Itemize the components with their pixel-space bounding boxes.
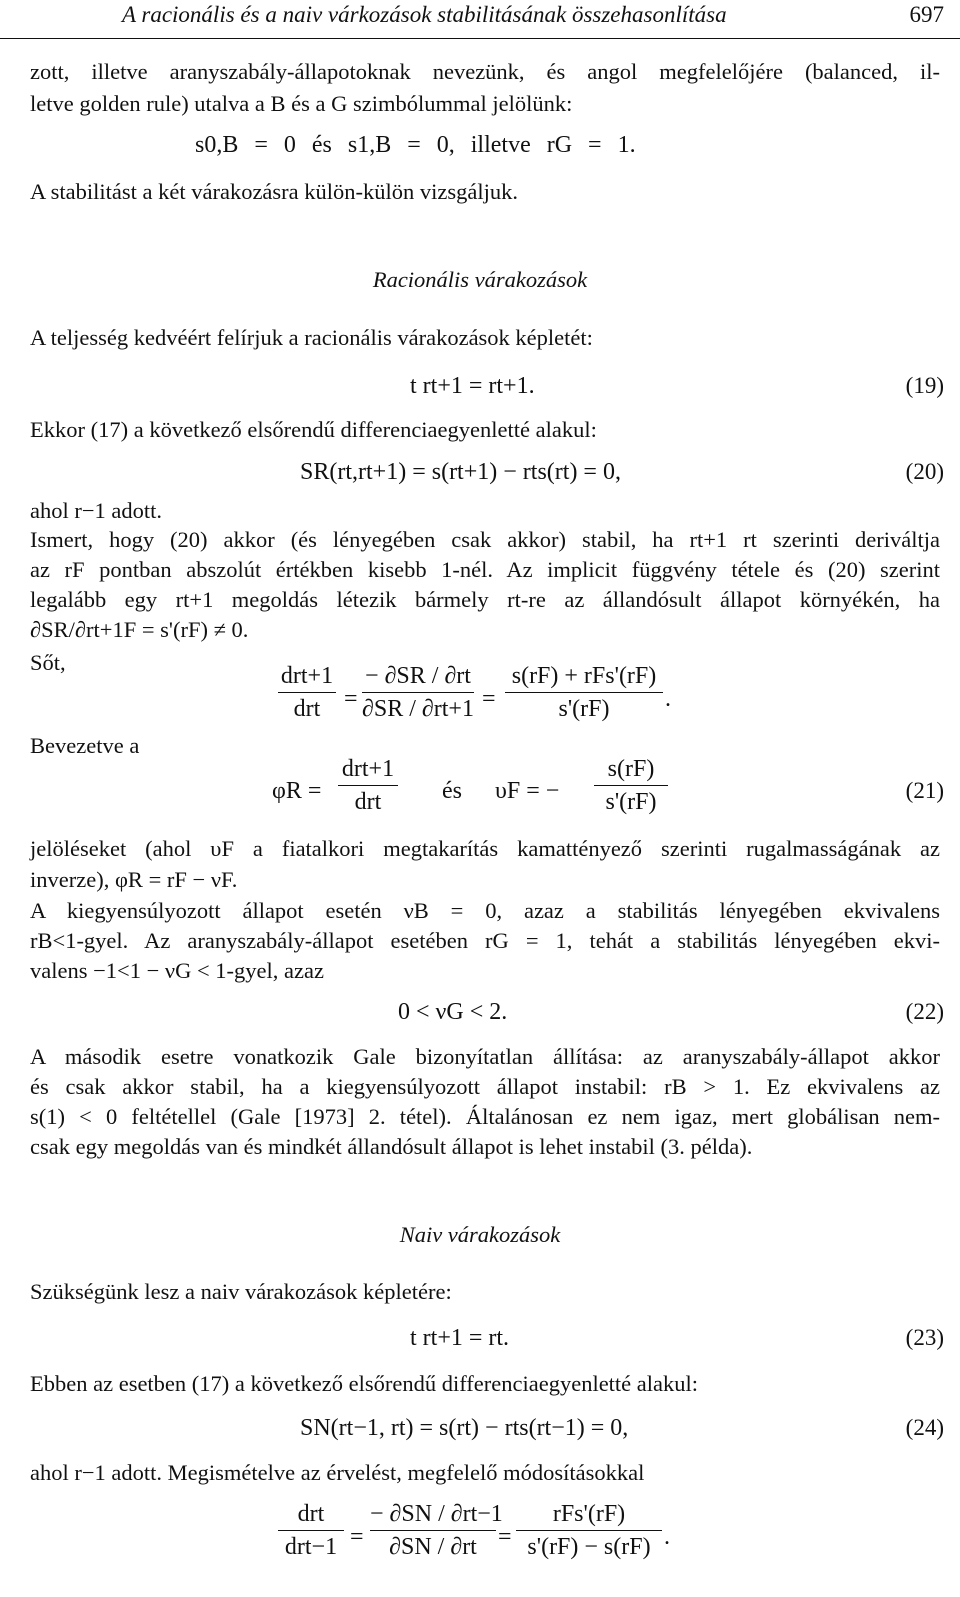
equation-22: 0 < νG < 2.	[398, 999, 508, 1025]
naive-deriv-mid-fraction	[370, 1500, 503, 1561]
equals-sign: =	[350, 1524, 364, 1550]
naive-deriv-mid-numerator: − ∂SN / ∂rt−1	[370, 1501, 503, 1527]
bevezetve-line: Bevezetve a	[30, 733, 140, 758]
sot-line: Sőt,	[30, 650, 66, 675]
eq21-numerator-2: s(rF)	[607, 756, 655, 782]
eq-intro: s0,B = 0 és s1,B = 0, illetve rG = 1.	[195, 132, 636, 158]
deriv-lhs-numerator: drt+1	[280, 663, 334, 689]
naive-deriv-lhs-numerator: drt	[297, 1501, 325, 1527]
fraction-bar	[505, 692, 663, 693]
naive-deriv-rhs-denominator: s'(rF) − s(rF)	[527, 1534, 651, 1560]
deriv-mid-denominator: ∂SR / ∂rt+1	[362, 696, 474, 722]
deriv-rhs-denominator: s'(rF)	[558, 696, 610, 722]
equation-19-number: (19)	[905, 373, 944, 398]
period: .	[665, 686, 671, 712]
fraction-bar	[516, 1530, 662, 1531]
ahol-line: ahol r−1 adott.	[30, 498, 163, 523]
fraction-bar	[370, 1530, 496, 1531]
eq21-es: és	[442, 778, 462, 804]
balanced-line2: rB<1-gyel. Az aranyszabály-állapot esetében rG = 1, tehát a stabilitás lényegében ekvi-	[30, 928, 940, 953]
naive-deriv-lhs-denominator: drt−1	[284, 1534, 338, 1560]
equation-21-number: (21)	[905, 778, 944, 803]
naive-ahol-line: ahol r−1 adott. Megismételve az érvelést, megfelelő módosításokkal	[30, 1460, 645, 1485]
equation-23: t rt+1 = rt.	[410, 1325, 510, 1351]
after-19-line: Ekkor (17) a következő elsőrendű differenciaegyenletté alakul:	[30, 417, 597, 442]
equation-24-number: (24)	[905, 1415, 944, 1440]
running-header	[0, 0, 960, 40]
deriv-lhs-fraction	[278, 662, 336, 723]
eq21-phi-lhs: φR =	[272, 778, 322, 804]
para1-line2: letve golden rule) utalva a B és a G szimbólummal jelölünk:	[30, 91, 573, 116]
equation-22-number: (22)	[905, 999, 944, 1024]
naive-deriv-rhs-fraction	[516, 1500, 662, 1561]
fraction-bar	[278, 1530, 344, 1531]
equals-sign: =	[482, 686, 496, 712]
after21-line2: inverze), φR = rF − νF.	[30, 867, 238, 892]
running-title: A racionális és a naiv várkozások stabilitásának összehasonlítása	[122, 2, 727, 27]
eq21-fraction-2	[594, 755, 668, 816]
equation-20: SR(rt,rt+1) = s(rt+1) − rts(rt) = 0,	[300, 459, 621, 485]
para-ismert-line4: ∂SR/∂rt+1F = s'(rF) ≠ 0.	[30, 617, 249, 642]
gale-line4: csak egy megoldás van és mindkét állandósult állapot is lehet instabil (3. példa).	[30, 1134, 753, 1159]
gale-line3: s(1) < 0 feltétellel (Gale [1973] 2. tétel). Általánosan ez nem igaz, mert globálisan nem-	[30, 1104, 940, 1129]
fraction-bar	[278, 692, 336, 693]
deriv-mid-numerator: − ∂SR / ∂rt	[365, 663, 471, 689]
eq21-denominator-2: s'(rF)	[605, 789, 657, 815]
para-ismert-line2: az rF pontban abszolút értékben kisebb 1-nél. Az implicit függvény tétele és (20) szerint	[30, 557, 940, 582]
period: .	[664, 1524, 670, 1550]
deriv-rhs-numerator: s(rF) + rFs'(rF)	[511, 663, 657, 689]
eq21-upsilon-lhs: υF = −	[495, 778, 560, 804]
deriv-rhs-fraction	[505, 662, 663, 723]
fraction-bar	[594, 785, 668, 786]
deriv-mid-fraction	[362, 662, 474, 723]
page-number: 697	[909, 2, 944, 27]
eq21-denominator-1: drt	[354, 789, 382, 815]
para1-line1: zott, illetve aranyszabály-állapotoknak nevezünk, és angol megfelelőjére (balanced, il-	[30, 59, 940, 84]
para-ismert-line1: Ismert, hogy (20) akkor (és lényegében csak akkor) stabil, ha rt+1 rt szerinti deriváltja	[30, 527, 940, 552]
gale-line2: és csak akkor stabil, ha a kiegyensúlyozott állapot instabil: rB > 1. Ez ekvivalens az	[30, 1074, 940, 1099]
section-heading-naive: Naiv várakozások	[399, 1222, 561, 1247]
equation-19: t rt+1 = rt+1.	[410, 373, 535, 399]
eq21-fraction-1	[338, 755, 398, 816]
naive-deriv-lhs-fraction	[278, 1500, 344, 1561]
after-23-line: Ebben az esetben (17) a következő elsőrendű differenciaegyenletté alakul:	[30, 1371, 699, 1396]
fraction-bar	[338, 785, 398, 786]
naive-intro: Szükségünk lesz a naiv várakozások képletére:	[30, 1279, 452, 1304]
eq21-numerator-1: drt+1	[341, 756, 395, 782]
rational-intro: A teljesség kedvéért felírjuk a racionális várakozások képletét:	[30, 325, 593, 350]
balanced-line3: valens −1<1 − νG < 1-gyel, azaz	[30, 958, 324, 983]
equation-20-number: (20)	[905, 459, 944, 484]
gale-line1: A második esetre vonatkozik Gale bizonyítatlan állítása: az aranyszabály-állapot akkor	[30, 1044, 940, 1069]
equals-sign: =	[344, 686, 358, 712]
naive-deriv-rhs-numerator: rFs'(rF)	[552, 1501, 626, 1527]
fraction-bar	[362, 692, 474, 693]
equals-sign: =	[498, 1524, 512, 1550]
equation-23-number: (23)	[905, 1325, 944, 1350]
section-heading-rational: Racionális várakozások	[372, 267, 588, 292]
para-ismert-line3: legalább egy rt+1 megoldás létezik bármely rt-re az állandósult állapot környékén, ha	[30, 587, 940, 612]
equation-24: SN(rt−1, rt) = s(rt) − rts(rt−1) = 0,	[300, 1415, 629, 1441]
naive-deriv-mid-denominator: ∂SN / ∂rt	[389, 1534, 477, 1560]
stability-line: A stabilitást a két várakozásra külön-külön vizsgáljuk.	[30, 179, 519, 204]
balanced-line1: A kiegyensúlyozott állapot esetén νB = 0, azaz a stabilitás lényegében ekvivalens	[30, 898, 940, 923]
after21-line1: jelöléseket (ahol υF a fiatalkori megtakarítás kamattényező szerinti rugalmasságának az	[30, 836, 940, 861]
deriv-lhs-denominator: drt	[293, 696, 321, 722]
header-rule	[0, 38, 960, 39]
